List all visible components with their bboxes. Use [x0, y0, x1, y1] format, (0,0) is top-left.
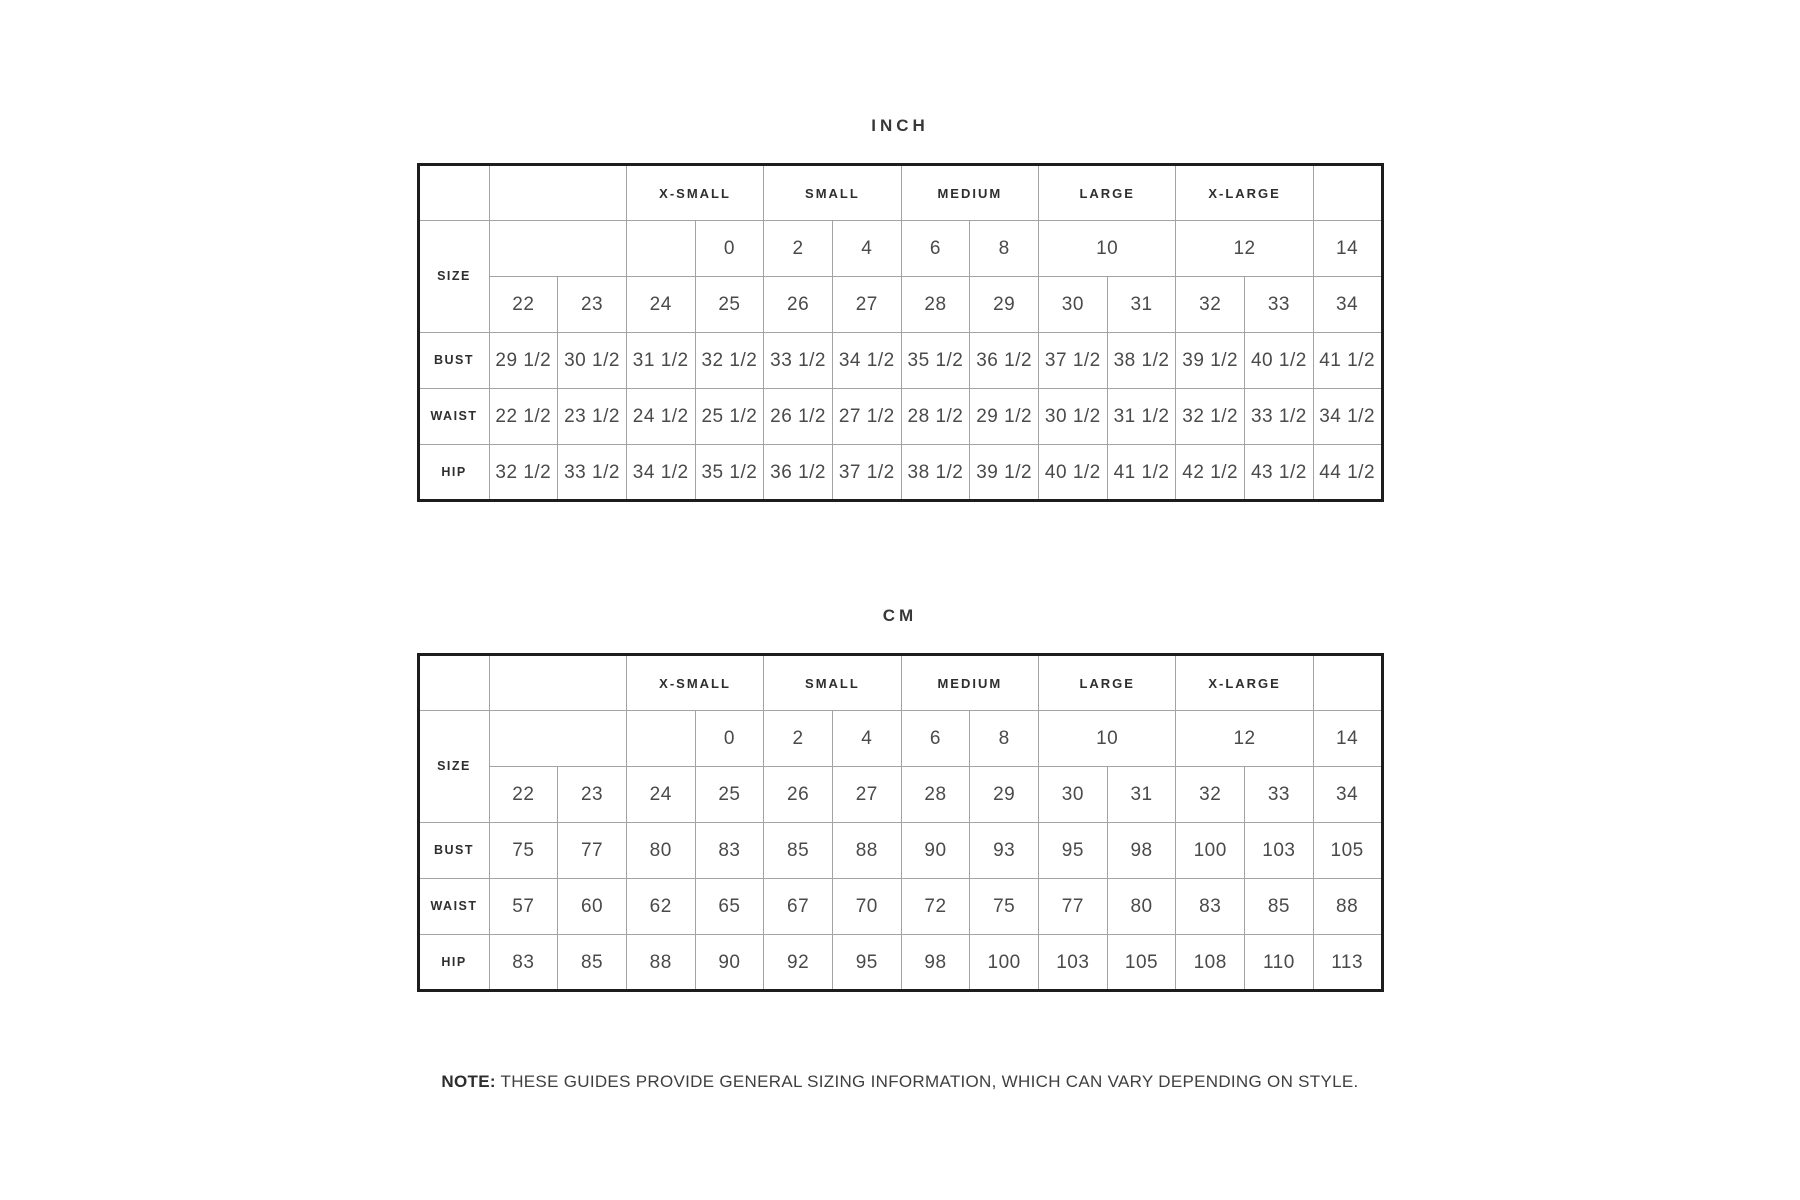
- measure-cell: 30 1/2: [558, 333, 627, 389]
- intl-size-cell: 29: [970, 277, 1039, 333]
- sizing-note-text: THESE GUIDES PROVIDE GENERAL SIZING INFORMATION, WHICH CAN VARY DEPENDING ON STYLE.: [495, 1072, 1359, 1091]
- measure-cell: 105: [1313, 823, 1382, 879]
- measure-cell: 43 1/2: [1245, 445, 1314, 501]
- hip-row-label: HIP: [418, 935, 489, 991]
- measure-cell: 40 1/2: [1245, 333, 1314, 389]
- fit-cell-empty: [489, 655, 626, 711]
- measure-cell: 113: [1313, 935, 1382, 991]
- us-size-cell: 12: [1176, 221, 1313, 277]
- measure-cell: 33 1/2: [558, 445, 627, 501]
- measure-cell: 83: [695, 823, 764, 879]
- intl-size-cell: 31: [1107, 277, 1176, 333]
- measure-cell: 80: [1107, 879, 1176, 935]
- measure-cell: 36 1/2: [764, 445, 833, 501]
- us-size-cell: 0: [695, 221, 764, 277]
- measure-cell: 95: [1039, 823, 1108, 879]
- measure-cell: 108: [1176, 935, 1245, 991]
- us-size-cell: 14: [1313, 221, 1382, 277]
- measure-cell: 34 1/2: [626, 445, 695, 501]
- measure-cell: 34 1/2: [832, 333, 901, 389]
- us-size-cell: 0: [695, 711, 764, 767]
- measure-cell: 37 1/2: [1039, 333, 1108, 389]
- intl-size-cell: 23: [558, 277, 627, 333]
- intl-size-cell: 27: [832, 767, 901, 823]
- intl-size-cell: 30: [1039, 767, 1108, 823]
- us-size-cell: 10: [1039, 711, 1176, 767]
- measure-cell: 22 1/2: [489, 389, 558, 445]
- measure-cell: 72: [901, 879, 970, 935]
- intl-size-row: [418, 277, 1382, 333]
- measure-cell: 39 1/2: [1176, 333, 1245, 389]
- fit-cell-small: SMALL: [764, 165, 901, 221]
- intl-size-cell: 26: [764, 767, 833, 823]
- measure-cell: 24 1/2: [626, 389, 695, 445]
- measure-row-waist: [418, 389, 1382, 445]
- intl-size-cell: 30: [1039, 277, 1108, 333]
- intl-size-cell: 27: [832, 277, 901, 333]
- fit-cell-empty: [1313, 655, 1382, 711]
- intl-size-cell: 31: [1107, 767, 1176, 823]
- fit-cell-x-large: X-LARGE: [1176, 165, 1313, 221]
- fit-cell-large: LARGE: [1039, 165, 1176, 221]
- measure-cell: 32 1/2: [1176, 389, 1245, 445]
- us-size-row: [418, 711, 1382, 767]
- fit-cell-x-small: X-SMALL: [626, 165, 763, 221]
- measure-cell: 110: [1245, 935, 1314, 991]
- measure-cell: 38 1/2: [1107, 333, 1176, 389]
- measure-cell: 41 1/2: [1107, 445, 1176, 501]
- size-table-cm: [417, 653, 1384, 992]
- measure-cell: 60: [558, 879, 627, 935]
- measure-cell: 30 1/2: [1039, 389, 1108, 445]
- fit-cell-medium: MEDIUM: [901, 165, 1038, 221]
- waist-row-label: WAIST: [418, 879, 489, 935]
- measure-cell: 100: [1176, 823, 1245, 879]
- measure-cell: 42 1/2: [1176, 445, 1245, 501]
- intl-size-cell: 34: [1313, 277, 1382, 333]
- intl-size-cell: 28: [901, 767, 970, 823]
- measure-cell: 77: [558, 823, 627, 879]
- sizing-note-label: NOTE:: [441, 1072, 496, 1091]
- measure-cell: 41 1/2: [1313, 333, 1382, 389]
- measure-cell: 98: [901, 935, 970, 991]
- measure-cell: 80: [626, 823, 695, 879]
- measure-cell: 57: [489, 879, 558, 935]
- measure-cell: 36 1/2: [970, 333, 1039, 389]
- us-size-cell-empty: [626, 711, 695, 767]
- bust-row-label: BUST: [418, 823, 489, 879]
- us-size-cell: 4: [832, 711, 901, 767]
- intl-size-cell: 22: [489, 767, 558, 823]
- measure-cell: 77: [1039, 879, 1108, 935]
- measure-cell: 23 1/2: [558, 389, 627, 445]
- measure-row-bust: [418, 333, 1382, 389]
- measure-cell: 25 1/2: [695, 389, 764, 445]
- corner-cell: [418, 655, 489, 711]
- intl-size-cell: 24: [626, 767, 695, 823]
- us-size-row: [418, 221, 1382, 277]
- size-row-label: SIZE: [418, 711, 489, 823]
- intl-size-cell: 32: [1176, 277, 1245, 333]
- us-size-cell: 8: [970, 711, 1039, 767]
- measure-cell: 88: [832, 823, 901, 879]
- intl-size-cell: 32: [1176, 767, 1245, 823]
- sizing-note: [0, 1072, 1800, 1092]
- measure-row-hip: [418, 935, 1382, 991]
- measure-cell: 29 1/2: [489, 333, 558, 389]
- measure-cell: 85: [1245, 879, 1314, 935]
- measure-row-hip: [418, 445, 1382, 501]
- intl-size-cell: 25: [695, 277, 764, 333]
- measure-cell: 70: [832, 879, 901, 935]
- intl-size-cell: 29: [970, 767, 1039, 823]
- measure-cell: 90: [695, 935, 764, 991]
- intl-size-cell: 33: [1245, 767, 1314, 823]
- measure-cell: 44 1/2: [1313, 445, 1382, 501]
- measure-cell: 31 1/2: [1107, 389, 1176, 445]
- us-size-cell: 2: [764, 711, 833, 767]
- measure-cell: 83: [1176, 879, 1245, 935]
- size-table-host-inch: [0, 163, 1800, 502]
- measure-cell: 90: [901, 823, 970, 879]
- us-size-cell: 12: [1176, 711, 1313, 767]
- measure-cell: 65: [695, 879, 764, 935]
- measure-cell: 29 1/2: [970, 389, 1039, 445]
- fit-cell-empty: [489, 165, 626, 221]
- measure-cell: 100: [970, 935, 1039, 991]
- measure-cell: 39 1/2: [970, 445, 1039, 501]
- size-guide-section-cm: [0, 606, 1800, 992]
- measure-cell: 33 1/2: [764, 333, 833, 389]
- bust-row-label: BUST: [418, 333, 489, 389]
- us-size-cell-empty: [489, 711, 626, 767]
- measure-cell: 27 1/2: [832, 389, 901, 445]
- hip-row-label: HIP: [418, 445, 489, 501]
- measure-cell: 103: [1245, 823, 1314, 879]
- measure-cell: 98: [1107, 823, 1176, 879]
- measure-cell: 34 1/2: [1313, 389, 1382, 445]
- measure-cell: 85: [764, 823, 833, 879]
- us-size-cell: 6: [901, 221, 970, 277]
- measure-cell: 88: [1313, 879, 1382, 935]
- measure-cell: 75: [970, 879, 1039, 935]
- intl-size-cell: 22: [489, 277, 558, 333]
- intl-size-cell: 34: [1313, 767, 1382, 823]
- measure-cell: 28 1/2: [901, 389, 970, 445]
- unit-title-inch: INCH: [871, 116, 929, 135]
- measure-cell: 103: [1039, 935, 1108, 991]
- measure-row-waist: [418, 879, 1382, 935]
- measure-cell: 38 1/2: [901, 445, 970, 501]
- intl-size-row: [418, 767, 1382, 823]
- fit-cell-large: LARGE: [1039, 655, 1176, 711]
- waist-row-label: WAIST: [418, 389, 489, 445]
- measure-cell: 67: [764, 879, 833, 935]
- measure-cell: 92: [764, 935, 833, 991]
- us-size-cell: 10: [1039, 221, 1176, 277]
- fit-cell-empty: [1313, 165, 1382, 221]
- us-size-cell: 6: [901, 711, 970, 767]
- measure-cell: 105: [1107, 935, 1176, 991]
- measure-cell: 32 1/2: [695, 333, 764, 389]
- size-table-inch: [417, 163, 1384, 502]
- fit-cell-small: SMALL: [764, 655, 901, 711]
- measure-cell: 32 1/2: [489, 445, 558, 501]
- measure-cell: 26 1/2: [764, 389, 833, 445]
- intl-size-cell: 33: [1245, 277, 1314, 333]
- measure-cell: 40 1/2: [1039, 445, 1108, 501]
- intl-size-cell: 26: [764, 277, 833, 333]
- size-row-label: SIZE: [418, 221, 489, 333]
- intl-size-cell: 28: [901, 277, 970, 333]
- us-size-cell: 4: [832, 221, 901, 277]
- fit-cell-x-large: X-LARGE: [1176, 655, 1313, 711]
- measure-row-bust: [418, 823, 1382, 879]
- size-guide-section-inch: [0, 116, 1800, 502]
- us-size-cell: 14: [1313, 711, 1382, 767]
- unit-title-cm: CM: [882, 606, 918, 625]
- fit-cell-medium: MEDIUM: [901, 655, 1038, 711]
- measure-cell: 35 1/2: [695, 445, 764, 501]
- measure-cell: 83: [489, 935, 558, 991]
- measure-cell: 75: [489, 823, 558, 879]
- us-size-cell: 8: [970, 221, 1039, 277]
- us-size-cell: 2: [764, 221, 833, 277]
- measure-cell: 31 1/2: [626, 333, 695, 389]
- us-size-cell-empty: [626, 221, 695, 277]
- measure-cell: 85: [558, 935, 627, 991]
- fit-cell-x-small: X-SMALL: [626, 655, 763, 711]
- intl-size-cell: 23: [558, 767, 627, 823]
- intl-size-cell: 25: [695, 767, 764, 823]
- size-table-host-cm: [0, 653, 1800, 992]
- measure-cell: 62: [626, 879, 695, 935]
- measure-cell: 88: [626, 935, 695, 991]
- measure-cell: 35 1/2: [901, 333, 970, 389]
- measure-cell: 33 1/2: [1245, 389, 1314, 445]
- fit-category-row: [418, 165, 1382, 221]
- us-size-cell-empty: [489, 221, 626, 277]
- intl-size-cell: 24: [626, 277, 695, 333]
- corner-cell: [418, 165, 489, 221]
- fit-category-row: [418, 655, 1382, 711]
- measure-cell: 93: [970, 823, 1039, 879]
- measure-cell: 95: [832, 935, 901, 991]
- measure-cell: 37 1/2: [832, 445, 901, 501]
